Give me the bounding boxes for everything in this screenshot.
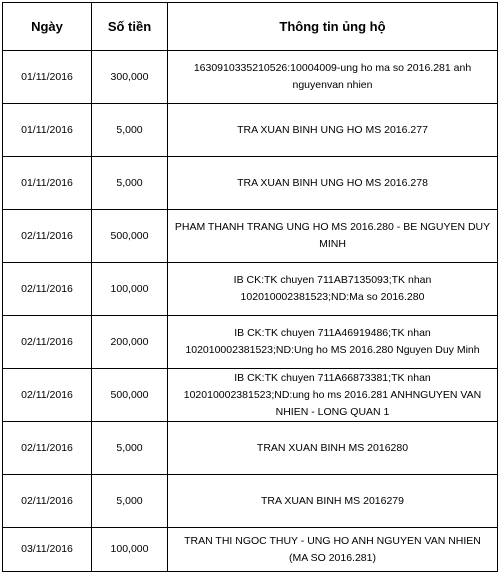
cell-date: 01/11/2016 [3,157,92,210]
table-row [3,157,498,210]
cell-date: 02/11/2016 [3,422,92,475]
cell-amount: 100,000 [92,528,168,572]
header-info: Thông tin ủng hộ [168,3,498,51]
cell-date: 01/11/2016 [3,51,92,104]
cell-amount: 5,000 [92,104,168,157]
table-row [3,51,498,104]
cell-date: 03/11/2016 [3,528,92,572]
table-row [3,528,498,572]
table-row [3,104,498,157]
cell-date: 01/11/2016 [3,104,92,157]
cell-info: 1630910335210526:10004009-ung ho ma so 2016.281 anh nguyenvan nhien [168,51,498,104]
cell-date: 02/11/2016 [3,210,92,263]
header-amount: Số tiền [92,3,168,51]
cell-amount: 300,000 [92,51,168,104]
cell-amount: 500,000 [92,369,168,422]
cell-info: IB CK:TK chuyen 711A66873381;TK nhan 102010002381523;ND:ung ho ms 2016.281 ANHNGUYEN VAN NHIEN - LONG QUAN 1 [168,369,498,422]
table-row [3,210,498,263]
cell-info: IB CK:TK chuyen 711A46919486;TK nhan 102010002381523;ND:Ung ho MS 2016.280 Nguyen Duy Minh [168,316,498,369]
cell-amount: 5,000 [92,422,168,475]
header-row [3,3,498,51]
cell-amount: 200,000 [92,316,168,369]
cell-info: TRAN XUAN BINH MS 2016280 [168,422,498,475]
table-row [3,316,498,369]
header-date: Ngày [3,3,92,51]
table-row [3,422,498,475]
cell-info: TRAN THI NGOC THUY - UNG HO ANH NGUYEN VAN NHIEN (MA SO 2016.281) [168,528,498,572]
cell-amount: 5,000 [92,157,168,210]
table-row [3,475,498,528]
cell-date: 02/11/2016 [3,369,92,422]
cell-amount: 100,000 [92,263,168,316]
cell-info: TRA XUAN BINH MS 2016279 [168,475,498,528]
cell-date: 02/11/2016 [3,475,92,528]
donation-table [2,2,498,572]
cell-date: 02/11/2016 [3,263,92,316]
cell-info: PHAM THANH TRANG UNG HO MS 2016.280 - BE NGUYEN DUY MINH [168,210,498,263]
cell-info: TRA XUAN BINH UNG HO MS 2016.277 [168,104,498,157]
cell-date: 02/11/2016 [3,316,92,369]
cell-info: IB CK:TK chuyen 711AB7135093;TK nhan 102010002381523;ND:Ma so 2016.280 [168,263,498,316]
cell-amount: 5,000 [92,475,168,528]
table-row [3,369,498,422]
cell-info: TRA XUAN BINH UNG HO MS 2016.278 [168,157,498,210]
table-row [3,263,498,316]
cell-amount: 500,000 [92,210,168,263]
